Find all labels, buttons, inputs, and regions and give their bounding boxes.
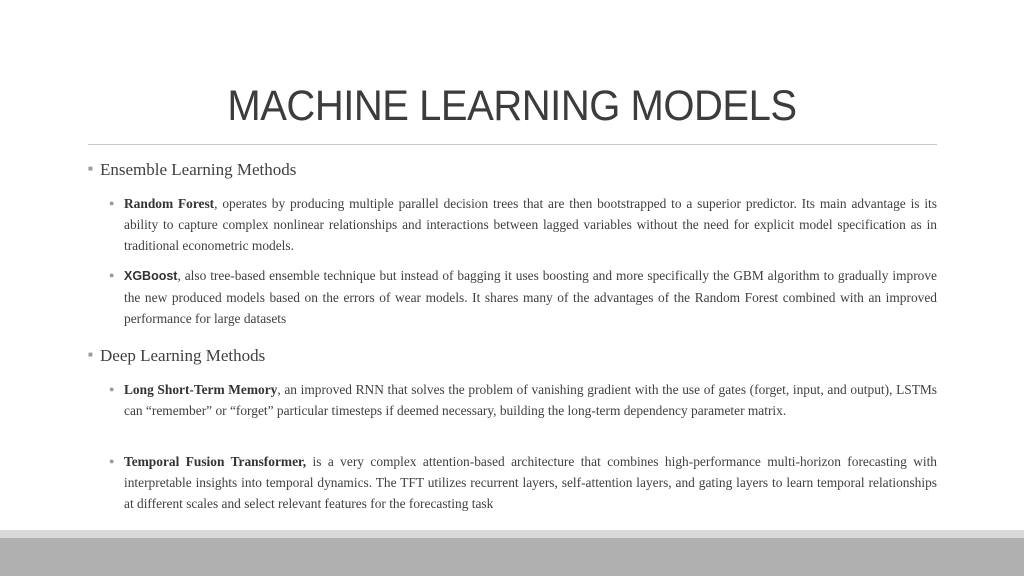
slide-title: MACHINE LEARNING MODELS [227,82,797,130]
title-divider [88,144,937,145]
item-text: , also tree-based ensemble technique but instead of bagging it uses boosting and more specifically the GBM algorithm to gradually improve the new produced models based on the errors of wear models. It shares many of the advantages of the Random Forest combined with an improved performance for large datasets [124,268,937,326]
list-item-tft [109,451,937,514]
bullet-icon: ● [109,270,115,280]
bullet-icon: ● [109,456,115,466]
section-heading-label: Deep Learning Methods [100,346,266,365]
bullet-icon: ● [109,198,115,208]
section-heading-label: Ensemble Learning Methods [100,160,297,179]
item-text: , operates by producing multiple parallel decision trees that are then bootstrapped to a superior predictor. Its main advantage is its ability to capture complex nonlinear relationships and interactions between lagged variables without the need for explicit model specification as in traditional econometric models. [124,196,937,253]
section-deep-learning-heading [88,346,265,366]
item-term: Random Forest [124,196,215,211]
item-text: , an improved RNN that solves the problem of vanishing gradient with the use of gates (forget, input, and output), LSTMs can “remember” or “forget” particular timesteps if deemed necessary, building the long-term dependency parameter matrix. [124,382,937,418]
bullet-icon: ■ [88,350,93,359]
list-item-xgboost [109,265,937,329]
footer-band-dark [0,538,1024,576]
item-term: XGBoost [124,269,178,283]
footer-band-light [0,530,1024,538]
item-text: is a very complex attention-based architecture that combines high-performance multi-horizon forecasting with interpretable insights into temporal dynamics. The TFT utilizes recurrent layers, self-attention layers, and gating layers to learn temporal relationships at different scales and select relevant features for the forecasting task [124,454,937,511]
list-item-lstm [109,379,937,421]
item-term: Long Short-Term Memory [124,382,278,397]
item-term: Temporal Fusion Transformer, [124,454,307,469]
section-ensemble-heading [88,160,296,180]
list-item-random-forest [109,193,937,256]
bullet-icon: ● [109,384,115,394]
bullet-icon: ■ [88,164,93,173]
